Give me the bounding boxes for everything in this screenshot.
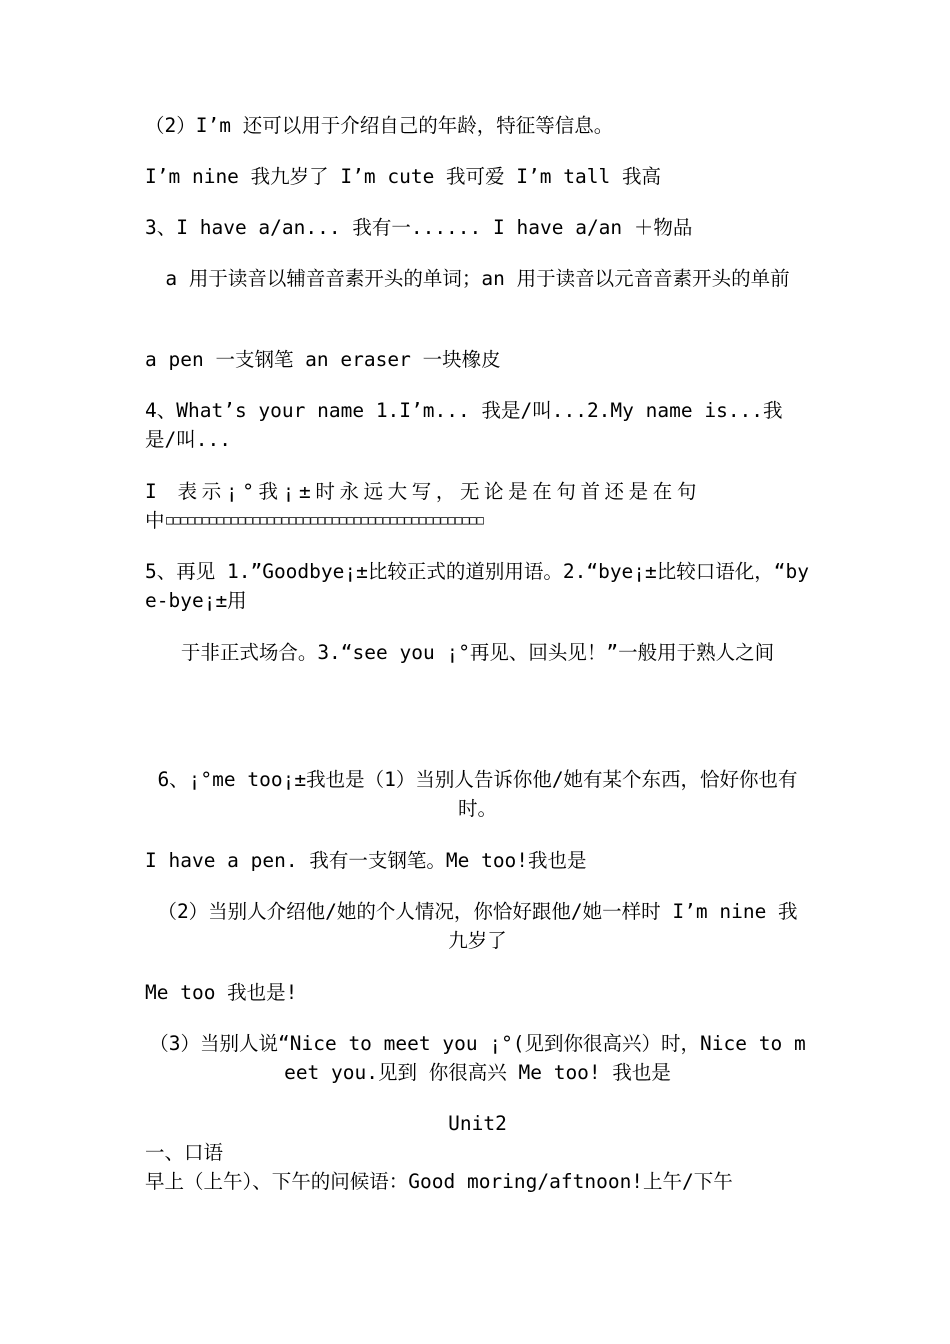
paragraph-a-an-examples: a pen 一支钢笔 an eraser 一块橡皮 <box>145 348 501 371</box>
paragraph-greetings: 早上（上午）、下午的问候语：Good moring/aftnoon!上午/下午 <box>145 1170 733 1193</box>
paragraph-me-too-3: （3）当别人说“Nice to meet you ¡°(见到你很高兴）时，Nice to meet you.见到 你很高兴 Me too! 我也是 <box>149 1032 806 1084</box>
garbled-characters: □□□□□□□□□□□□□□□□□□□□□□□□□□□□□□□□□□□□□□□□□□□□ <box>166 513 484 527</box>
paragraph-me-too-2: （2）当别人介绍他/她的个人情况，你恰好跟他/她一样时 I’m nine 我 九岁了 <box>157 900 798 952</box>
paragraph-a-an-rule: a 用于读音以辅音音素开头的单词；an 用于读音以元音音素开头的单前 <box>165 267 790 290</box>
paragraph-see-you: 于非正式场合。3.“see you ¡°再见、回头见！”一般用于熟人之间 <box>180 641 775 664</box>
paragraph-i-capital-rule: I 表示¡°我¡±时永远大写，无论是在句首还是在句 <box>145 480 701 503</box>
paragraph-i-have: 3、I have a/an... 我有一...... I have a/an ＋物品 <box>145 216 693 239</box>
paragraph-me-too-example: Me too 我也是! <box>145 981 298 1004</box>
paragraph-me-too-1: 6、¡°me too¡±我也是（1）当别人告诉你他/她有某个东西，恰好你也有时。 <box>157 768 798 820</box>
paragraph-im-examples: I’m nine 我九岁了 I’m cute 我可爱 I’m tall 我高 <box>145 165 661 188</box>
heading-oral: 一、口语 <box>145 1141 224 1164</box>
paragraph-goodbye: 5、再见 1.”Goodbye¡±比较正式的道别用语。2.“bye¡±比较口语化，“bye-bye¡±用 <box>145 560 809 612</box>
paragraph-i-have-a-pen: I have a pen. 我有一支钢笔。Me too!我也是 <box>145 849 587 872</box>
paragraph-im-usage-2: （2）I’m 还可以用于介绍自己的年龄，特征等信息。 <box>145 114 614 137</box>
paragraph-whats-your-name: 4、What’s your name 1.I’m... 我是/叫...2.My name is...我是/叫... <box>145 399 783 451</box>
heading-unit2: Unit2 <box>448 1112 507 1135</box>
paragraph-i-capital-rule-cont: 中 <box>145 509 165 532</box>
